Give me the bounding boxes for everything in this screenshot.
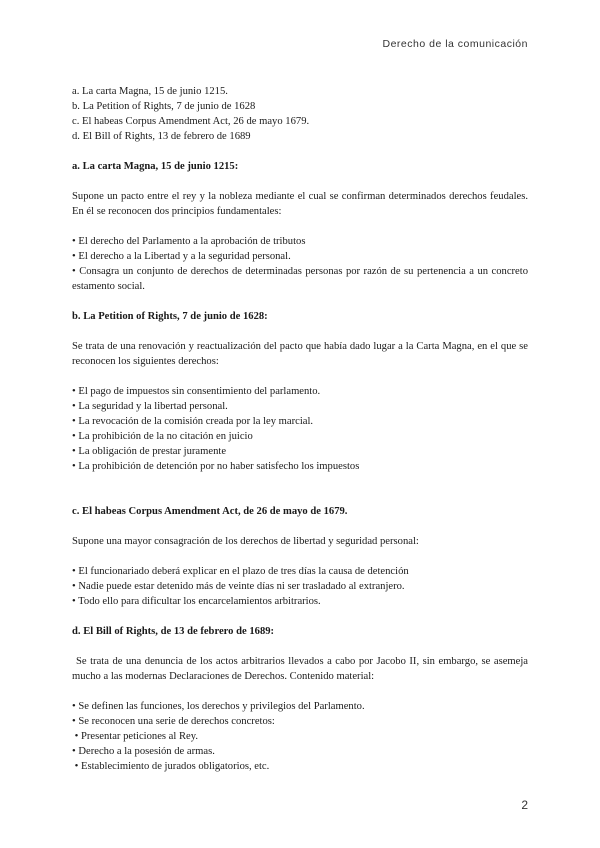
- section-b-bullet: • La prohibición de la no citación en juicio: [72, 431, 253, 442]
- toc-item: a. La carta Magna, 15 de junio 1215.: [72, 86, 228, 97]
- section-a-heading: a. La carta Magna, 15 de junio 1215:: [72, 161, 239, 172]
- section-d-bullet: • Se definen las funciones, los derechos y privilegios del Parlamento.: [72, 701, 365, 712]
- section-c-bullet: • Todo ello para dificultar los encarcelamientos arbitrarios.: [72, 596, 321, 607]
- section-b-bullet: • El pago de impuestos sin consentimiento del parlamento.: [72, 386, 321, 397]
- section-b-bullet: • La prohibición de detención por no haber satisfecho los impuestos: [72, 461, 360, 472]
- section-a-bullet: • El derecho a la Libertad y a la seguridad personal.: [72, 251, 291, 262]
- section-b-bullet: • La revocación de la comisión creada por la ley marcial.: [72, 416, 314, 427]
- toc-item: d. El Bill of Rights, 13 de febrero de 1689: [72, 131, 251, 142]
- section-a-bullet: • El derecho del Parlamento a la aprobación de tributos: [72, 236, 306, 247]
- section-d-bullet: • Se reconocen una serie de derechos concretos:: [72, 716, 275, 727]
- document-body: [72, 84, 528, 774]
- section-d-heading: d. El Bill of Rights, de 13 de febrero de 1689:: [72, 626, 275, 637]
- section-c-bullet: • El funcionariado deberá explicar en el plazo de tres días la causa de detención: [72, 566, 409, 577]
- section-c-heading: c. El habeas Corpus Amendment Act, de 26 de mayo de 1679.: [72, 506, 348, 517]
- section-d-bullet: • Presentar peticiones al Rey.: [72, 731, 198, 742]
- section-b-heading: b. La Petition of Rights, 7 de junio de 1628:: [72, 311, 268, 322]
- section-d-bullet: • Establecimiento de jurados obligatorios, etc.: [72, 761, 270, 772]
- page-header: Derecho de la comunicación: [382, 38, 528, 50]
- section-c-bullet: • Nadie puede estar detenido más de veinte días ni ser trasladado al extranjero.: [72, 581, 405, 592]
- section-a-paragraph: Supone un pacto entre el rey y la nobleza mediante el cual se confirman determinados derechos feudales. En él se reconocen dos principios fundamentales:: [72, 191, 528, 217]
- section-d-bullet: • Derecho a la posesión de armas.: [72, 746, 215, 757]
- section-b-paragraph: Se trata de una renovación y reactualización del pacto que había dado lugar a la Carta Magna, en el que se reconocen los siguientes derechos:: [72, 341, 528, 367]
- section-b-bullet: • La obligación de prestar juramente: [72, 446, 227, 457]
- page-number: 2: [521, 798, 528, 812]
- toc-item: b. La Petition of Rights, 7 de junio de 1628: [72, 101, 256, 112]
- section-c-paragraph: Supone una mayor consagración de los derechos de libertad y seguridad personal:: [72, 536, 419, 547]
- toc-item: c. El habeas Corpus Amendment Act, 26 de mayo 1679.: [72, 116, 310, 127]
- section-b-bullet: • La seguridad y la libertad personal.: [72, 401, 228, 412]
- section-d-paragraph: Se trata de una denuncia de los actos arbitrarios llevados a cabo por Jacobo II, sin embargo, se asemeja mucho a las modernas Declaraciones de Derechos. Contenido material:: [72, 656, 528, 682]
- section-a-bullet: • Consagra un conjunto de derechos de determinadas personas por razón de su pertenencia a un concreto estamento social.: [72, 266, 528, 292]
